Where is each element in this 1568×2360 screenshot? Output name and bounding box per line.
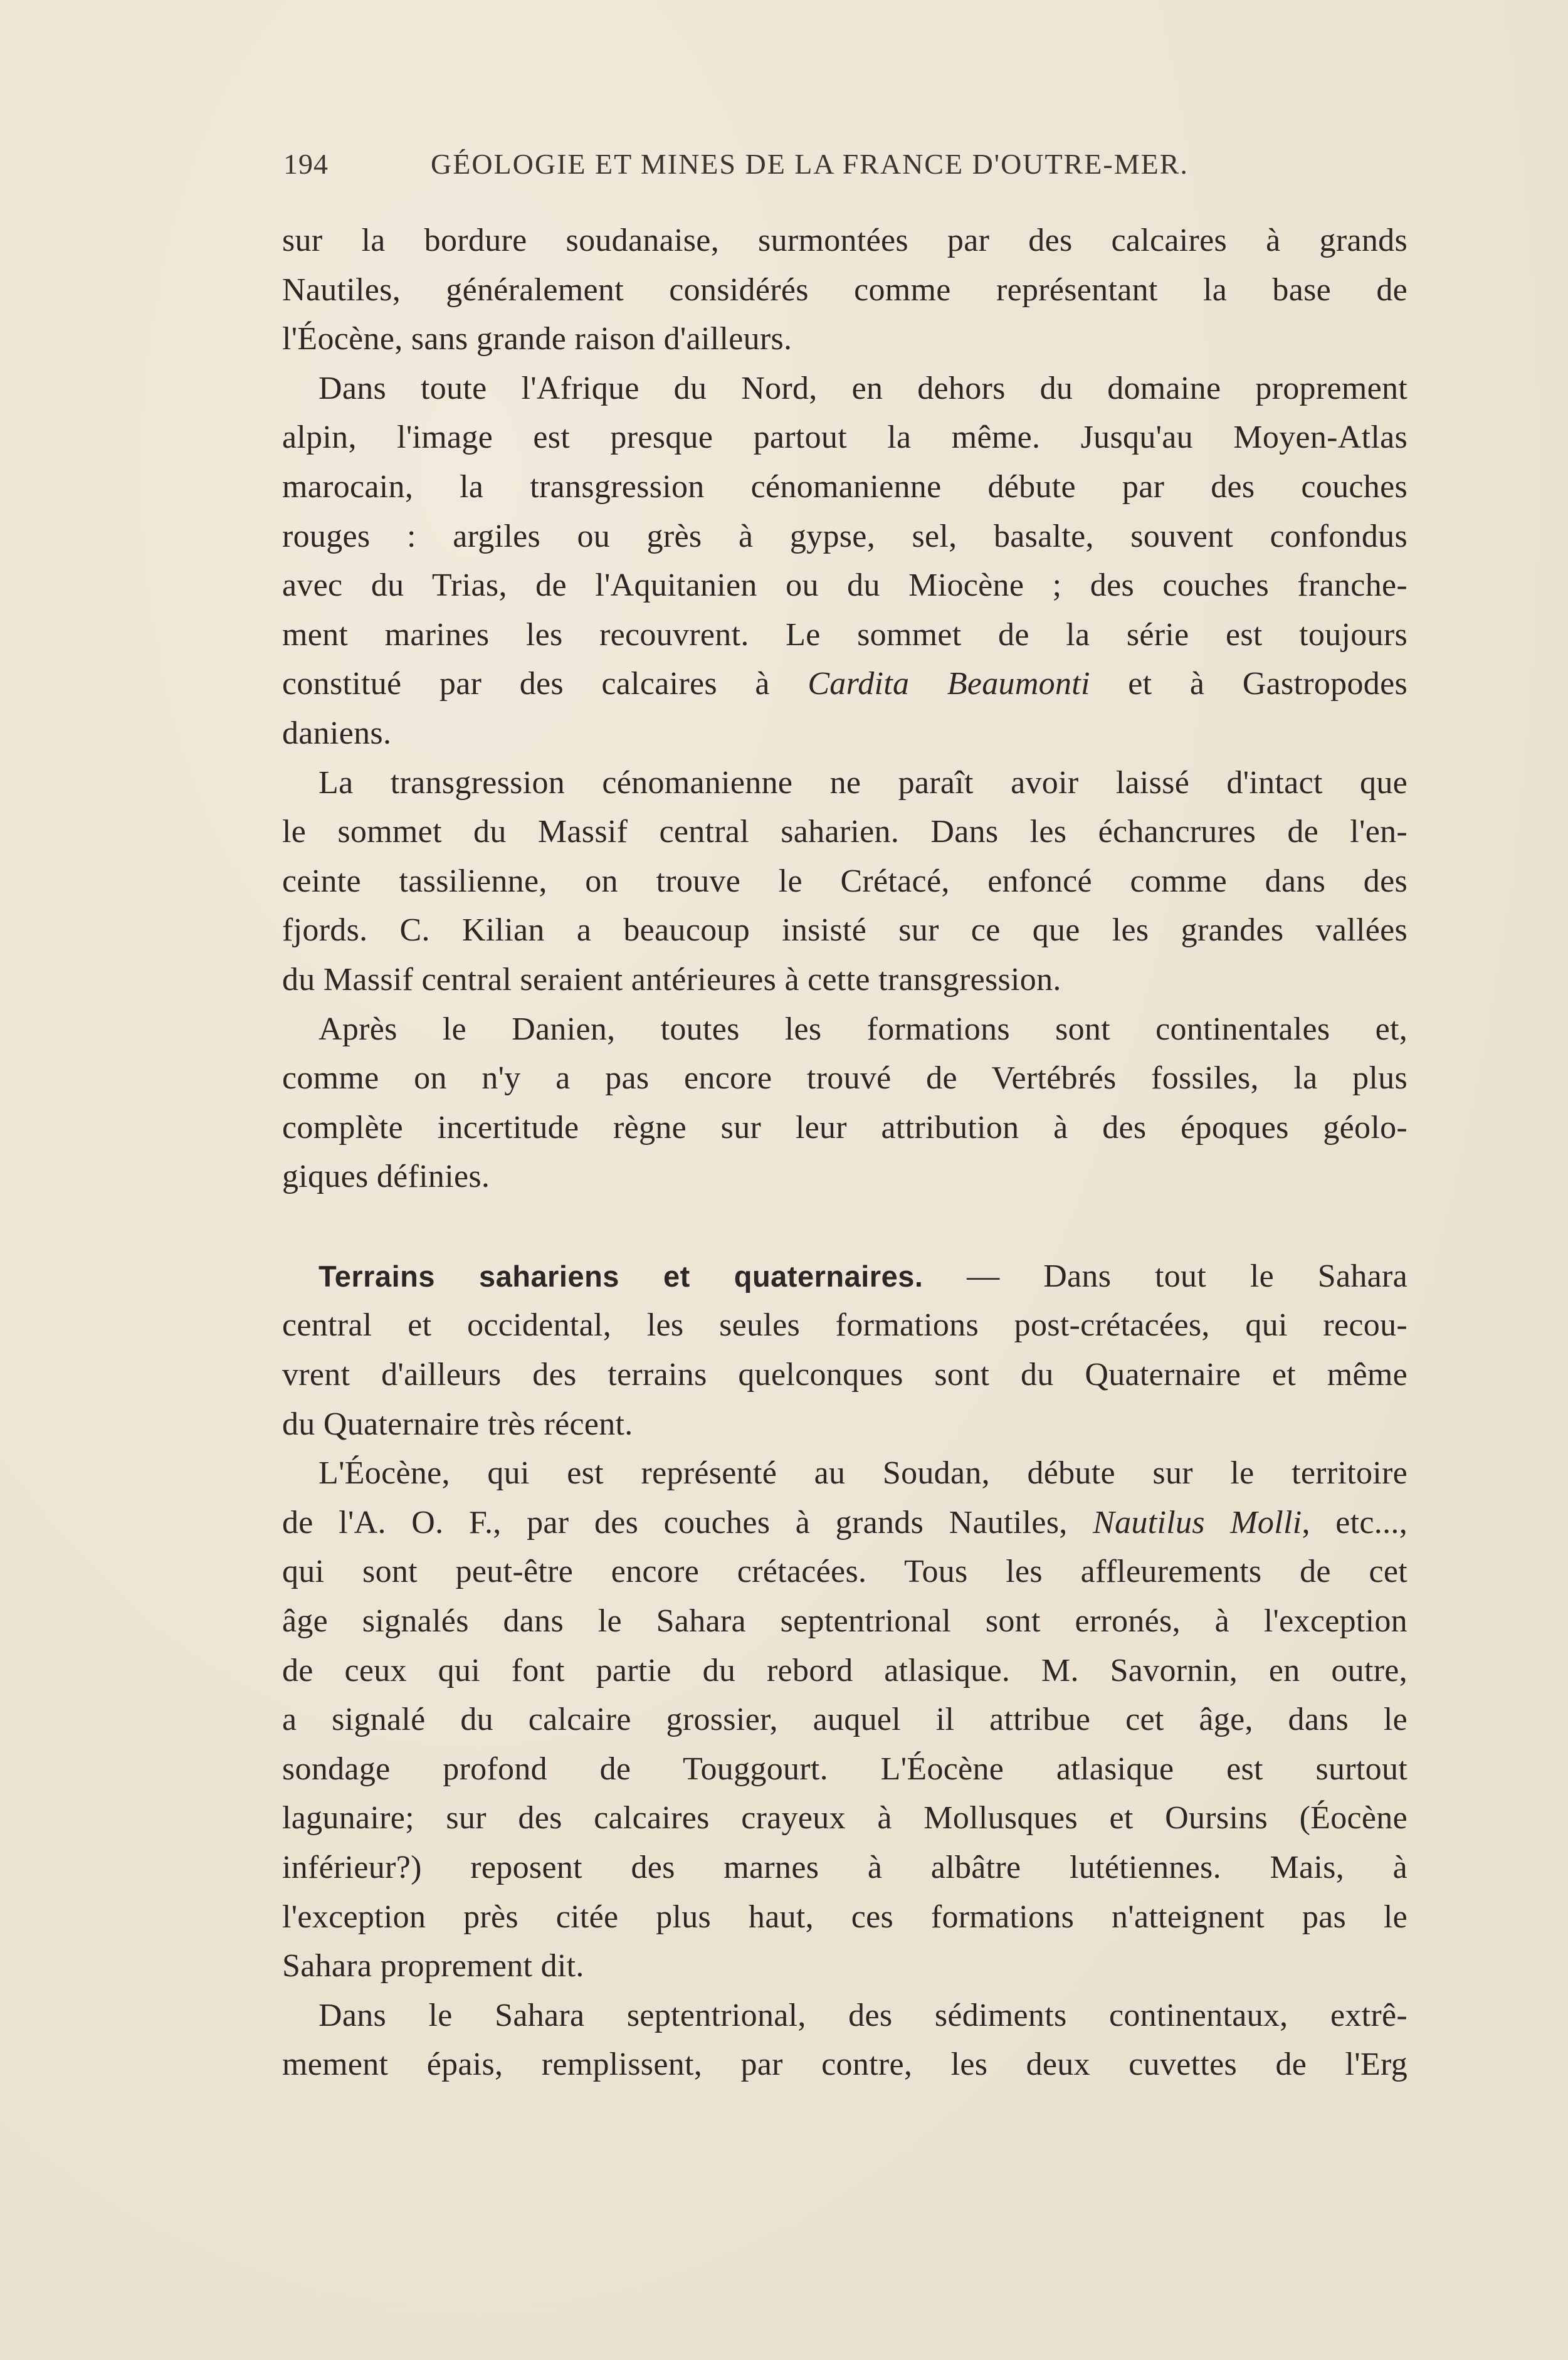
text-line <box>282 1499 1408 1548</box>
text-line: âge signalés dans le Sahara septentrional sont erronés, à l'exception <box>282 1603 1408 1640</box>
text-line: vrent d'ailleurs des terrains quelconques sont du Quaternaire et même <box>282 1357 1408 1393</box>
text-line: sondage profond de Touggourt. L'Éocène atlasique est surtout <box>282 1751 1408 1787</box>
text-run: , etc..., <box>1302 1504 1408 1541</box>
text-line: comme on n'y a pas encore trouvé de Vertébrés fossiles, la plus <box>282 1060 1408 1097</box>
text-line: Nautiles, généralement considérés comme représentant la base de <box>282 271 1408 308</box>
text-line: daniens. <box>282 715 392 751</box>
text-line: inférieur?) reposent des marnes à albâtre lutétiennes. Mais, à <box>282 1850 1408 1885</box>
paragraph <box>282 1991 1408 2090</box>
text-line: avec du Trias, de l'Aquitanien ou du Miocène ; des couches franche- <box>282 567 1408 604</box>
text-line: complète incertitude règne sur leur attribution à des époques géolo- <box>282 1109 1408 1146</box>
text-line: L'Éocène, qui est représenté au Soudan, débute sur le territoire <box>318 1455 1408 1492</box>
text-line: Après le Danien, toutes les formations sont continentales et, <box>318 1011 1408 1047</box>
text-line: Dans toute l'Afrique du Nord, en dehors du domaine proprement <box>318 370 1408 406</box>
text-line: alpin, l'image est presque partout la même. Jusqu'au Moyen-Atlas <box>282 419 1408 456</box>
text-line: l'exception près citée plus haut, ces formations n'atteignent pas le <box>282 1899 1408 1935</box>
text-line: lagunaire; sur des calcaires crayeux à Mollusques et Oursins (Éocène <box>282 1800 1408 1836</box>
text-line <box>282 1252 1408 1302</box>
text-line: sur la bordure soudanaise, surmontées par des calcaires à grands <box>282 223 1408 258</box>
text-line: marocain, la transgression cénomanienne débute par des couches <box>282 468 1408 505</box>
text-line: du Quaternaire très récent. <box>282 1406 633 1442</box>
text-line: ceinte tassilienne, on trouve le Crétacé, enfoncé comme dans des <box>282 863 1408 899</box>
text-line: fjords. C. Kilian a beaucoup insisté sur ce que les grandes vallées <box>282 912 1408 949</box>
paragraph <box>282 216 1408 364</box>
paragraph <box>282 1005 1408 1202</box>
section-heading: Terrains sahariens et quaternaires. <box>318 1259 923 1293</box>
text-line: La transgression cénomanienne ne paraît avoir laissé d'intact que <box>318 764 1408 801</box>
running-title: GÉOLOGIE ET MINES DE LA FRANCE D'OUTRE-MER. <box>431 148 1189 180</box>
text-line: l'Éocène, sans grande raison d'ailleurs. <box>282 321 792 357</box>
text-line: rouges : argiles ou grès à gypse, sel, basalte, souvent confondus <box>282 518 1408 554</box>
text-line: mement épais, remplissent, par contre, les deux cuvettes de l'Erg <box>282 2047 1408 2083</box>
text-run: constitué par des calcaires à <box>282 666 808 702</box>
text-line: giques définies. <box>282 1159 490 1195</box>
paragraph <box>282 364 1408 759</box>
species-name: Cardita Beaumonti <box>808 666 1090 702</box>
species-name: Nautilus Molli <box>1093 1504 1302 1541</box>
paragraph <box>282 759 1408 1005</box>
text-line: a signalé du calcaire grossier, auquel il attribue cet âge, dans le <box>282 1702 1408 1738</box>
text-line: central et occidental, les seules formations post-crétacées, qui recou- <box>282 1307 1408 1344</box>
text-line: qui sont peut-être encore crétacées. Tous les affleurements de cet <box>282 1554 1408 1590</box>
running-head <box>282 145 1408 183</box>
page-number: 194 <box>283 148 329 180</box>
text-line: de ceux qui font partie du rebord atlasique. M. Savornin, en outre, <box>282 1652 1408 1688</box>
paragraph <box>282 1449 1408 1991</box>
text-line: du Massif central seraient antérieures à cette transgression. <box>282 961 1061 998</box>
text-run: de l'A. O. F., par des couches à grands Nautiles, <box>282 1504 1093 1541</box>
body-text <box>282 216 1408 2090</box>
text-line: le sommet du Massif central saharien. Dans les échancrures de l'en- <box>282 814 1408 850</box>
text-run: et à Gastropodes <box>1090 666 1408 702</box>
section-spacer <box>282 1202 1408 1252</box>
text-line <box>282 660 1408 709</box>
text-run: — Dans tout le Sahara <box>923 1258 1408 1294</box>
text-line: Dans le Sahara septentrional, des sédiments continentaux, extrê- <box>318 1997 1408 2033</box>
section-paragraph <box>282 1252 1408 1449</box>
text-line: Sahara proprement dit. <box>282 1948 584 1984</box>
text-line: ment marines les recouvrent. Le sommet de la série est toujours <box>282 616 1408 653</box>
